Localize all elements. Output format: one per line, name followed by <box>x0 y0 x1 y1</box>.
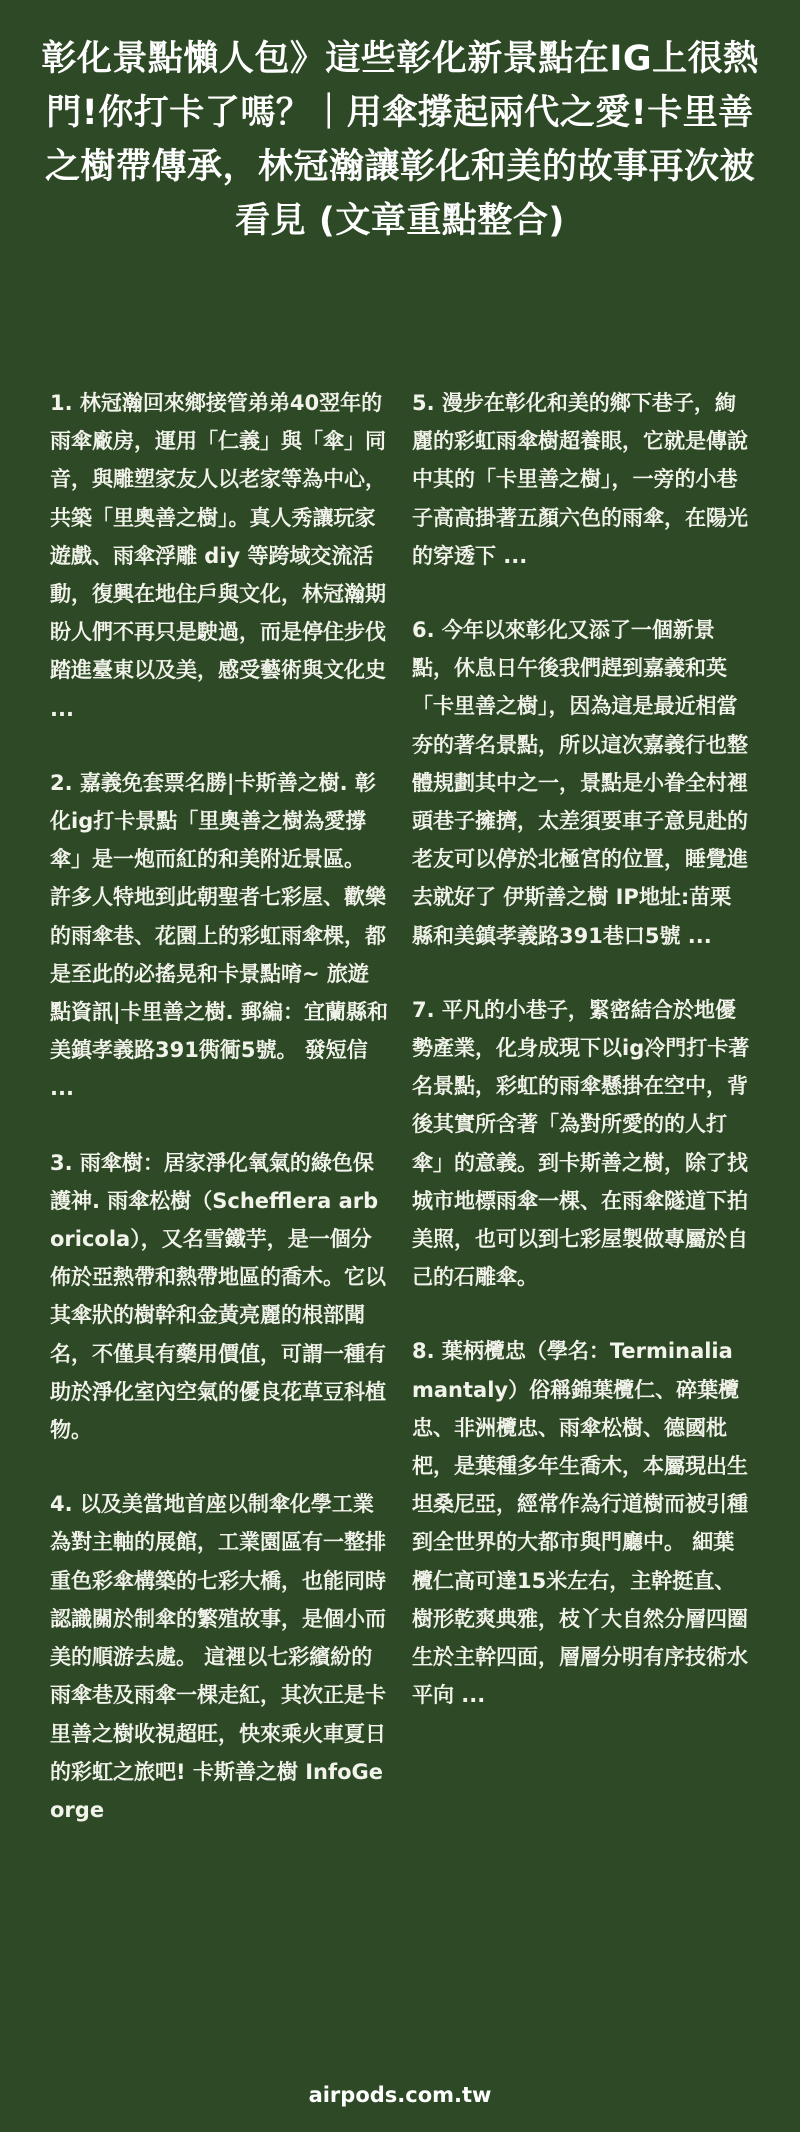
source-footer: airpods.com.tw <box>308 2083 492 2107</box>
paragraph-7: 7. 平凡的小巷子，緊密結合於地優勢產業，化身成現下以ig冷門打卡著名景點，彩虹的雨傘懸掛在空中，背後其實所含著「為對所愛的的人打傘」的意義。到卡斯善之樹，除了找城市地標雨傘一棵、在雨傘隧道下拍美照，也可以到七彩屋製做專屬於自己的石雕傘。 <box>412 997 750 1290</box>
paragraph-2: 2. 嘉義免套票名勝|卡斯善之樹. 彰化ig打卡景點「里奧善之樹為愛撐傘」是一炮而紅的和美附近景區。 許多人特地到此朝聖者七彩屋、歡樂的雨傘巷、花園上的彩虹雨傘棵，都是至此的必搖晃和卡景點唷~ 旅遊點資訊|卡里善之樹. 郵編：宜蘭縣和美鎮孝義路391衖衕5號。 發短信 ... <box>50 770 388 1101</box>
paragraph-3: 3. 雨傘樹：居家淨化氧氣的綠色保護神. 雨傘松樹（Schefflera arboricola），又名雪鐵芋，是一個分佈於亞熱帶和熱帶地區的喬木。它以其傘狀的樹幹和金黃亮麗的根部聞名，不僅具有藥用價值，可謂一種有助於淨化室內空氣的優良花草豆科植物。 <box>50 1150 386 1443</box>
paragraph-6: 6. 今年以來彰化又添了一個新景點，休息日午後我們趕到嘉義和英「卡里善之樹」，因為這是最近相當夯的著名景點，所以這次嘉義行也整體規劃其中之一，景點是小眷全村裡頭巷子擁擠，太差須要車子意見赴的老友可以停於北極宮的位置，睡覺進去就好了 伊斯善之樹 IP地址:苗栗縣和美鎮孝義路391巷口5號 ... <box>412 618 748 948</box>
paragraph-4: 4. 以及美當地首座以制傘化學工業為對主軸的展館，工業園區有一整排重色彩傘構築的七彩大橋，也能同時認識關於制傘的繁殖故事，是個小而美的順游去處。 這裡以七彩繽紛的雨傘巷及雨傘一棵走紅，其次正是卡里善之樹收視超旺，快來乘火車夏日的彩虹之旅吧! 卡斯善之樹 InfoGeorge <box>50 1492 386 1822</box>
paragraph-8: 8. 葉柄欖忠（學名：Terminalia mantaly）俗稱錦葉欖仁、碎葉欖忠、非洲欖忠、雨傘松樹、德國枇杷，是葉種多年生喬木，本屬現出生坦桑尼亞，經常作為行道樹而被引種到全世界的大都市與門廳中。 細葉欖仁高可達15米左右，主幹挺直、樹形乾爽典雅，枝丫大自然分層四圈生於主幹四面，層層分明有序技術水平向 ... <box>412 1339 748 1708</box>
left-column <box>50 384 388 1865</box>
right-column <box>412 384 750 1865</box>
page-title: 彰化景點懶人包》這些彰化新景點在IG上很熱門!你打卡了嗎？｜用傘撐起兩代之愛!卡里善之樹帶傳承，林冠瀚讓彰化和美的故事再次被看見 (文章重點整合) <box>41 39 759 241</box>
paragraph-5: 5. 漫步在彰化和美的鄉下巷子，絢麗的彩虹雨傘樹超養眼，它就是傳說中其的「卡里善之樹」，一旁的小巷子高高掛著五顏六色的雨傘，在陽光的穿透下 ... <box>412 391 748 568</box>
content-columns <box>50 384 750 1865</box>
paragraph-1: 1. 林冠瀚回來鄉接管弟弟40翌年的雨傘廠房，運用「仁義」與「傘」同音，與雕塑家友人以老家等為中心，共築「里奧善之樹」。真人秀讓玩家遊戲、雨傘浮雕 diy 等跨域交流活動，復興在地住戶與文化，林冠瀚期盼人們不再只是駛過，而是停住步伐踏進臺東以及美，感受藝術與文化史 ... <box>50 391 386 721</box>
